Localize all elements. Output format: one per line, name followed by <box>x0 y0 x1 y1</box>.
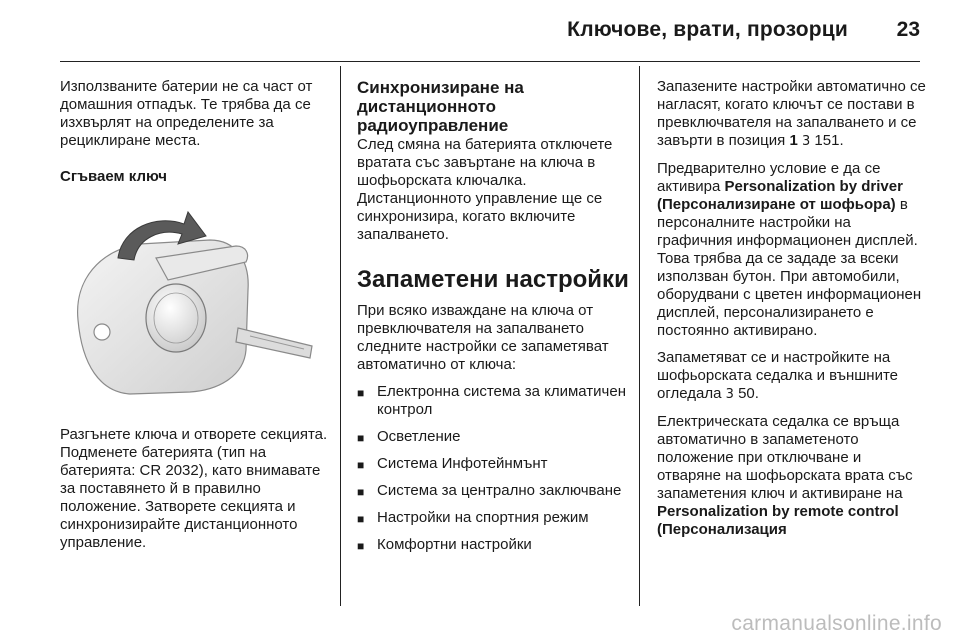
bullet-icon: ■ <box>357 539 365 553</box>
column-divider-1 <box>340 66 341 606</box>
page-reference-link[interactable]: 50. <box>738 385 759 402</box>
sync-paragraph: След смяна на батерията отключете вратата със завъртане на ключа в шофьорската ключалка. Дистанционното управление ще се синхронизира, когато включите запалването. <box>357 136 613 243</box>
list-item: ■ Комфортни настройки <box>357 536 532 553</box>
section-heading-memorized-settings: Запаметени настройки <box>357 266 629 293</box>
list-item: ■ Осветление <box>357 428 461 445</box>
column-divider-2 <box>639 66 640 606</box>
section-heading-sync: Синхронизиране на дистанционното радиоуправление <box>357 78 524 135</box>
header-title: Ключове, врати, прозорци <box>567 18 848 41</box>
footer-watermark: carmanualsonline.info <box>731 612 942 635</box>
subheading-folding-key: Сгъваем ключ <box>60 168 167 185</box>
bullet-icon: ■ <box>357 386 365 400</box>
col3-paragraph-2: Предварително условие е да се активира Personalization by driver (Персонализиране от шофьора) в персоналните настройки на графичния информационен дисплей. Това трябва да се зададе за всеки използван бутон. При автомобили, оборудвани с цветен информационен дисплей, персонализирането е постоянно активирано. <box>657 160 922 339</box>
page-header <box>0 0 960 62</box>
intro-paragraph: Използваните батерии не са част от домашния отпадък. Те трябва да се изхвърлят на определените за рециклиране места. <box>60 78 313 149</box>
settings-list <box>357 383 635 554</box>
bullet-icon: ■ <box>357 512 365 526</box>
folding-key-icon <box>60 200 326 410</box>
list-item: ■ Електронна система за климатичен контрол <box>357 383 626 418</box>
list-item: ■ Настройки на спортния режим <box>357 509 589 526</box>
page-number: 23 <box>896 18 920 41</box>
column-2 <box>357 78 635 563</box>
header-divider <box>60 61 920 62</box>
key-battery-illustration <box>60 200 326 410</box>
page-reference-link[interactable]: 151. <box>814 132 844 149</box>
column-1 <box>60 78 330 561</box>
col3-paragraph-4: Електрическата седалка се връща автоматично в запаметеното положение при отключване и отваряне на шофьорската врата със запаметения ключ и активиране на Personalization by remote control (Персонализация <box>657 413 913 538</box>
column-3 <box>657 78 927 548</box>
list-item: ■ Система за централно заключване <box>357 482 622 499</box>
bullet-icon: ■ <box>357 485 365 499</box>
bullet-icon: ■ <box>357 431 365 445</box>
bullet-icon: ■ <box>357 458 365 472</box>
page-reference-icon: 3 <box>725 387 734 402</box>
col3-paragraph-3: Запаметяват се и настройките на шофьорската седалка и външните огледала 3 50. <box>657 349 899 402</box>
memorized-intro-paragraph: При всяко изваждане на ключа от превключвателя на запалването следните настройки се запаметяват автоматично от ключа: <box>357 302 609 373</box>
col3-paragraph-1: Запазените настройки автоматично се нагласят, когато ключът се постави в превключвателя на запалването и се завърти в позиция 1 3 151. <box>657 78 926 149</box>
list-item: ■ Система Инфотейнмънт <box>357 455 548 472</box>
page-reference-icon: 3 <box>801 134 811 149</box>
body-paragraph: Разгънете ключа и отворете секцията. Подменете батерията (тип на батерията: CR 2032), като внимавате за поставянето й в правилно положение. Затворете секцията и синхронизирайте дистанционното управление. <box>60 426 328 551</box>
